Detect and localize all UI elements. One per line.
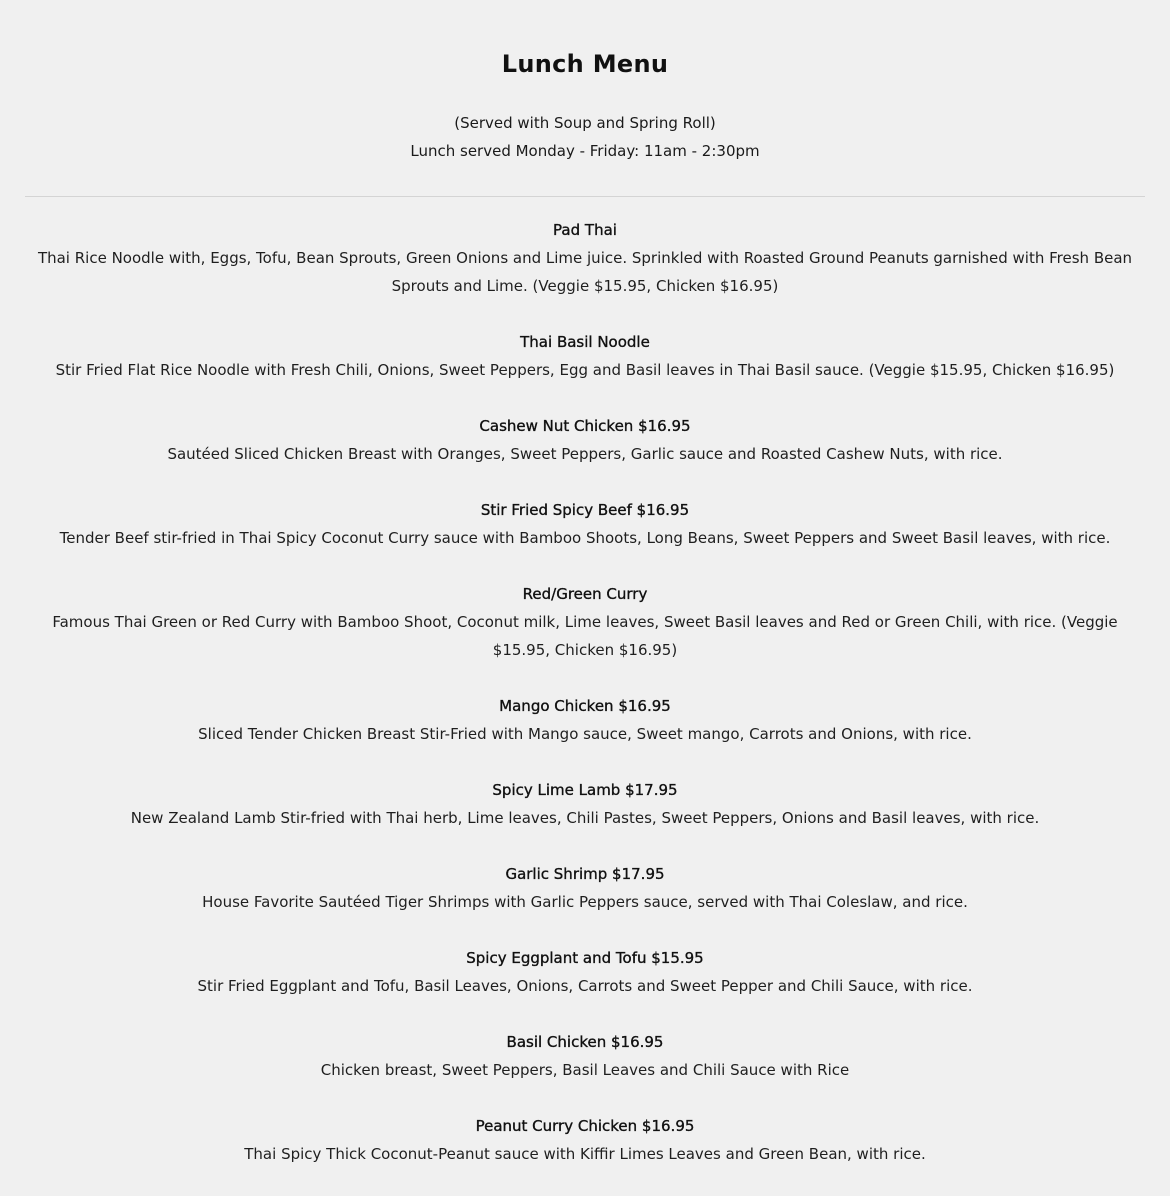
section-divider [25,196,1145,197]
menu-item-stir-fried-spicy-beef [25,496,1145,552]
menu-item-name: Mango Chicken $16.95 [499,697,671,715]
lunch-hours: Lunch served Monday - Friday: 11am - 2:30pm [410,142,760,160]
menu-item-cashew-nut-chicken [25,412,1145,468]
menu-list [25,216,1145,1196]
menu-item-pad-thai [25,216,1145,300]
menu-item-description: Thai Spicy Thick Coconut-Peanut sauce with Kiffir Limes Leaves and Green Bean, with rice. [244,1145,926,1163]
menu-item-red-green-curry [25,580,1145,664]
menu-item-description: House Favorite Sautéed Tiger Shrimps with Garlic Peppers sauce, served with Thai Coleslaw, and rice. [202,893,968,911]
menu-item-description: New Zealand Lamb Stir-fried with Thai herb, Lime leaves, Chili Pastes, Sweet Peppers, Onions and Basil leaves, with rice. [130,809,1040,827]
menu-item-basil-chicken [25,1028,1145,1084]
menu-item-name: Spicy Eggplant and Tofu $15.95 [466,949,704,967]
menu-item-description: Stir Fried Flat Rice Noodle with Fresh Chili, Onions, Sweet Peppers, Egg and Basil leaves in Thai Basil sauce. (Veggie $15.95, Chicken $16.95) [55,361,1115,379]
menu-item-name: Spicy Lime Lamb $17.95 [492,781,678,799]
menu-item-thai-basil-noodle [25,328,1145,384]
menu-item-name: Basil Chicken $16.95 [506,1033,664,1051]
menu-item-name: Garlic Shrimp $17.95 [505,865,665,883]
menu-item-spicy-lime-lamb [25,776,1145,832]
menu-item-description: Tender Beef stir-fried in Thai Spicy Coconut Curry sauce with Bamboo Shoots, Long Beans, Sweet Peppers and Sweet Basil leaves, with rice. [59,529,1111,547]
menu-item-peanut-curry-chicken [25,1112,1145,1168]
menu-item-name: Pad Thai [553,221,617,239]
menu-item-name: Thai Basil Noodle [520,333,650,351]
menu-item-spicy-eggplant-tofu [25,944,1145,1000]
menu-item-description: Sliced Tender Chicken Breast Stir-Fried with Mango sauce, Sweet mango, Carrots and Onions, with rice. [198,725,972,743]
menu-item-name: Red/Green Curry [522,585,648,603]
menu-item-description: Famous Thai Green or Red Curry with Bamboo Shoot, Coconut milk, Lime leaves, Sweet Basil leaves and Red or Green Chili, with rice. (Veggie $15.95, Chicken $16.95) [52,613,1118,659]
menu-item-name: Peanut Curry Chicken $16.95 [475,1117,695,1135]
menu-item-mango-chicken [25,692,1145,748]
menu-item-garlic-shrimp [25,860,1145,916]
menu-item-description: Stir Fried Eggplant and Tofu, Basil Leaves, Onions, Carrots and Sweet Pepper and Chili Sauce, with rice. [197,977,973,995]
menu-item-description: Sautéed Sliced Chicken Breast with Oranges, Sweet Peppers, Garlic sauce and Roasted Cashew Nuts, with rice. [167,445,1003,463]
menu-item-name: Stir Fried Spicy Beef $16.95 [480,501,690,519]
menu-intro [0,109,1170,165]
menu-item-description: Chicken breast, Sweet Peppers, Basil Leaves and Chili Sauce with Rice [320,1061,850,1079]
menu-item-name: Cashew Nut Chicken $16.95 [479,417,691,435]
menu-item-description: Thai Rice Noodle with, Eggs, Tofu, Bean Sprouts, Green Onions and Lime juice. Sprinkled with Roasted Ground Peanuts garnished with Fresh Bean Sprouts and Lime. (Veggie $15.95, Chicken $16.95) [37,249,1133,295]
served-with-note: (Served with Soup and Spring Roll) [454,114,716,132]
page-title: Lunch Menu [501,50,669,78]
